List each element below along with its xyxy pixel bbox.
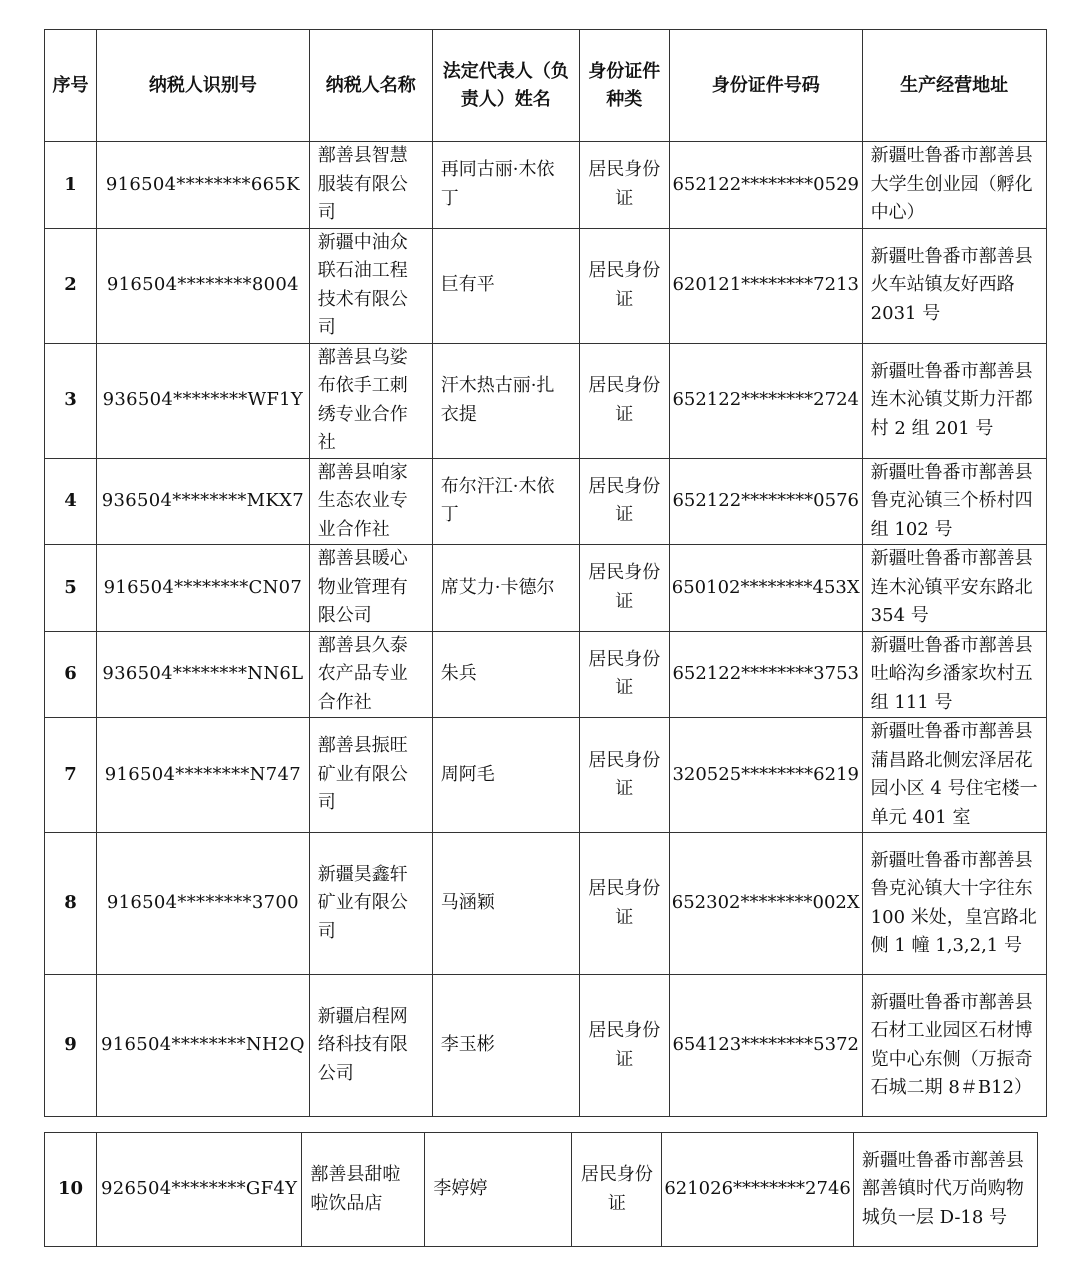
taxpayer-name-cell: 鄯善县咱家生态农业专业合作社 (309, 458, 432, 545)
id-type-cell: 居民身份证 (579, 142, 669, 229)
seq-cell: 4 (45, 458, 97, 545)
id-type-cell: 居民身份证 (579, 545, 669, 632)
taxpayer-id-cell: 916504********8004 (97, 228, 310, 343)
taxpayer-name-cell: 鄯善县智慧服装有限公司 (309, 142, 432, 229)
table-row (45, 631, 1047, 718)
taxpayer-name-cell: 鄯善县振旺矿业有限公司 (309, 718, 432, 833)
legal-rep-cell: 马涵颖 (432, 833, 579, 975)
address-cell: 新疆吐鲁番市鄯善县吐峪沟乡潘家坎村五组 111 号 (862, 631, 1046, 718)
header-taxpayer-id: 纳税人识别号 (97, 30, 310, 142)
id-type-cell: 居民身份证 (579, 833, 669, 975)
address-cell: 新疆吐鲁番市鄯善县连木沁镇平安东路北 354 号 (862, 545, 1046, 632)
header-id-type: 身份证件种类 (579, 30, 669, 142)
taxpayer-id-cell: 916504********3700 (97, 833, 310, 975)
address-cell: 新疆吐鲁番市鄯善县鲁克沁镇大十字往东 100 米处，皇宫路北侧 1 幢 1,3,2,1 号 (862, 833, 1046, 975)
header-taxpayer-name: 纳税人名称 (309, 30, 432, 142)
seq-cell: 2 (45, 228, 97, 343)
id-number-cell: 652122********0529 (669, 142, 862, 229)
taxpayer-name-cell: 新疆昊鑫轩矿业有限公司 (309, 833, 432, 975)
table-row (45, 228, 1047, 343)
taxpayer-id-cell: 916504********CN07 (97, 545, 310, 632)
id-number-cell: 320525********6219 (669, 718, 862, 833)
id-number-cell: 654123********5372 (669, 975, 862, 1117)
taxpayer-id-cell: 916504********N747 (97, 718, 310, 833)
address-cell: 新疆吐鲁番市鄯善县鲁克沁镇三个桥村四组 102 号 (862, 458, 1046, 545)
address-cell: 新疆吐鲁番市鄯善县蒲昌路北侧宏泽居花园小区 4 号住宅楼一单元 401 室 (862, 718, 1046, 833)
header-legal-rep: 法定代表人（负责人）姓名 (432, 30, 579, 142)
header-address: 生产经营地址 (862, 30, 1046, 142)
table-row (45, 545, 1047, 632)
id-type-cell: 居民身份证 (579, 718, 669, 833)
address-cell: 新疆吐鲁番市鄯善县鄯善镇时代万尚购物城负一层 D-18 号 (853, 1133, 1037, 1247)
header-id-number: 身份证件号码 (669, 30, 862, 142)
taxpayer-name-cell: 新疆中油众联石油工程技术有限公司 (309, 228, 432, 343)
legal-rep-cell: 汗木热古丽·扎衣提 (432, 343, 579, 458)
id-type-cell: 居民身份证 (579, 975, 669, 1117)
legal-rep-cell: 巨有平 (432, 228, 579, 343)
table-row (45, 142, 1047, 229)
id-number-cell: 621026********2746 (662, 1133, 854, 1247)
legal-rep-cell: 李婷婷 (425, 1133, 572, 1247)
legal-rep-cell: 席艾力·卡德尔 (432, 545, 579, 632)
taxpayer-name-cell: 鄯善县久泰农产品专业合作社 (309, 631, 432, 718)
seq-cell: 7 (45, 718, 97, 833)
taxpayer-table-continued (44, 1132, 1038, 1247)
id-number-cell: 620121********7213 (669, 228, 862, 343)
legal-rep-cell: 周阿毛 (432, 718, 579, 833)
id-number-cell: 652302********002X (669, 833, 862, 975)
seq-cell: 5 (45, 545, 97, 632)
id-number-cell: 652122********0576 (669, 458, 862, 545)
taxpayer-id-cell: 936504********WF1Y (97, 343, 310, 458)
id-type-cell: 居民身份证 (579, 458, 669, 545)
taxpayer-name-cell: 鄯善县暖心物业管理有限公司 (309, 545, 432, 632)
id-type-cell: 居民身份证 (579, 343, 669, 458)
taxpayer-table (44, 29, 1047, 1117)
legal-rep-cell: 朱兵 (432, 631, 579, 718)
taxpayer-id-cell: 916504********NH2Q (97, 975, 310, 1117)
taxpayer-id-cell: 916504********665K (97, 142, 310, 229)
address-cell: 新疆吐鲁番市鄯善县石材工业园区石材博览中心东侧（万振奇石城二期 8＃B12） (862, 975, 1046, 1117)
legal-rep-cell: 布尔汗江·木依丁 (432, 458, 579, 545)
address-cell: 新疆吐鲁番市鄯善县火车站镇友好西路 2031 号 (862, 228, 1046, 343)
taxpayer-id-cell: 936504********NN6L (97, 631, 310, 718)
id-number-cell: 652122********3753 (669, 631, 862, 718)
seq-cell: 6 (45, 631, 97, 718)
address-cell: 新疆吐鲁番市鄯善县连木沁镇艾斯力汗都村 2 组 201 号 (862, 343, 1046, 458)
taxpayer-name-cell: 鄯善县甜啦啦饮品店 (302, 1133, 425, 1247)
seq-cell: 1 (45, 142, 97, 229)
id-number-cell: 650102********453X (669, 545, 862, 632)
seq-cell: 8 (45, 833, 97, 975)
table-row (45, 1133, 1038, 1247)
header-seq: 序号 (45, 30, 97, 142)
legal-rep-cell: 再同古丽·木依丁 (432, 142, 579, 229)
taxpayer-id-cell: 936504********MKX7 (97, 458, 310, 545)
table-row (45, 975, 1047, 1117)
legal-rep-cell: 李玉彬 (432, 975, 579, 1117)
taxpayer-id-cell: 926504********GF4Y (97, 1133, 302, 1247)
table-row (45, 833, 1047, 975)
table-row (45, 718, 1047, 833)
table-row (45, 343, 1047, 458)
seq-cell: 3 (45, 343, 97, 458)
taxpayer-name-cell: 鄯善县乌娑布依手工刺绣专业合作社 (309, 343, 432, 458)
id-type-cell: 居民身份证 (572, 1133, 662, 1247)
id-number-cell: 652122********2724 (669, 343, 862, 458)
address-cell: 新疆吐鲁番市鄯善县大学生创业园（孵化中心） (862, 142, 1046, 229)
seq-cell: 9 (45, 975, 97, 1117)
header-row (45, 30, 1047, 142)
id-type-cell: 居民身份证 (579, 228, 669, 343)
table-row (45, 458, 1047, 545)
taxpayer-name-cell: 新疆启程网络科技有限公司 (309, 975, 432, 1117)
seq-cell: 10 (45, 1133, 97, 1247)
id-type-cell: 居民身份证 (579, 631, 669, 718)
